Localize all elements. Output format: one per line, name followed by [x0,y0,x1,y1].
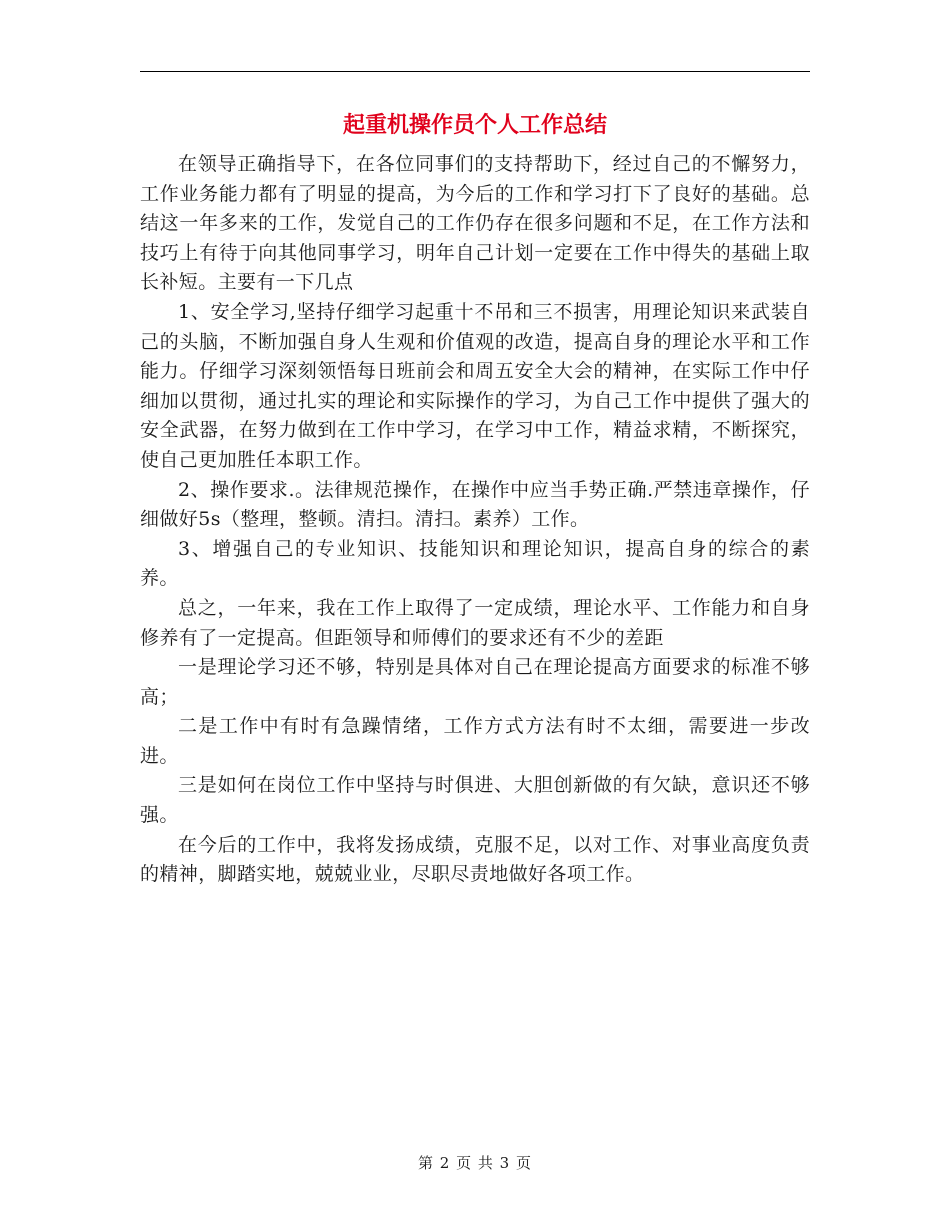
paragraph-summary: 总之，一年来，我在工作上取得了一定成绩，理论水平、工作能力和自身修养有了一定提高。但距领导和师傅们的要求还有不少的差距 [140,596,810,649]
document-body [140,150,810,890]
paragraph-closing: 在今后的工作中，我将发扬成绩，克服不足，以对工作、对事业高度负责的精神，脚踏实地，兢兢业业，尽职尽责地做好各项工作。 [140,833,810,886]
paragraph-shortcoming-2: 二是工作中有时有急躁情绪，工作方式方法有时不太细，需要进一步改进。 [140,715,810,767]
header-rule [140,71,810,72]
paragraph-intro: 在领导正确指导下，在各位同事们的支持帮助下，经过自己的不懈努力，工作业务能力都有了明显的提高，为今后的工作和学习打下了良好的基础。总结这一年多来的工作，发觉自己的工作仍存在很多问题和不足，在工作方法和技巧上有待于向其他同事学习，明年自己计划一定要在工作中得失的基础上取长补短。主要有一下几点 [140,153,810,294]
paragraph-shortcoming-3: 三是如何在岗位工作中坚持与时俱进、大胆创新做的有欠缺，意识还不够强。 [140,774,810,827]
paragraph-point-1: 1、安全学习,坚持仔细学习起重十不吊和三不损害，用理论知识来武装自己的头脑，不断加强自身人生观和价值观的改造，提高自身的理论水平和工作能力。仔细学习深刻领悟每日班前会和周五安全大会的精神，在实际工作中仔细加以贯彻，通过扎实的理论和实际操作的学习，为自己工作中提供了强大的安全武器，在努力做到在工作中学习，在学习中工作，精益求精，不断探究，使自己更加胜任本职工作。 [140,300,810,471]
page-footer [0,1153,950,1173]
paragraph-point-2: 2、操作要求.。法律规范操作，在操作中应当手势正确.严禁违章操作，仔细做好5s（整理，整顿。清扫。清扫。素养）工作。 [140,478,810,531]
document-title: 起重机操作员个人工作总结 [342,113,607,138]
paragraph-shortcoming-1: 一是理论学习还不够，特别是具体对自己在理论提高方面要求的标准不够高； [140,656,810,708]
paragraph-point-3: 3、增强自己的专业知识、技能知识和理论知识，提高自身的综合的素养。 [140,537,810,590]
page-number: 第 2 页 共 3 页 [418,1154,532,1172]
